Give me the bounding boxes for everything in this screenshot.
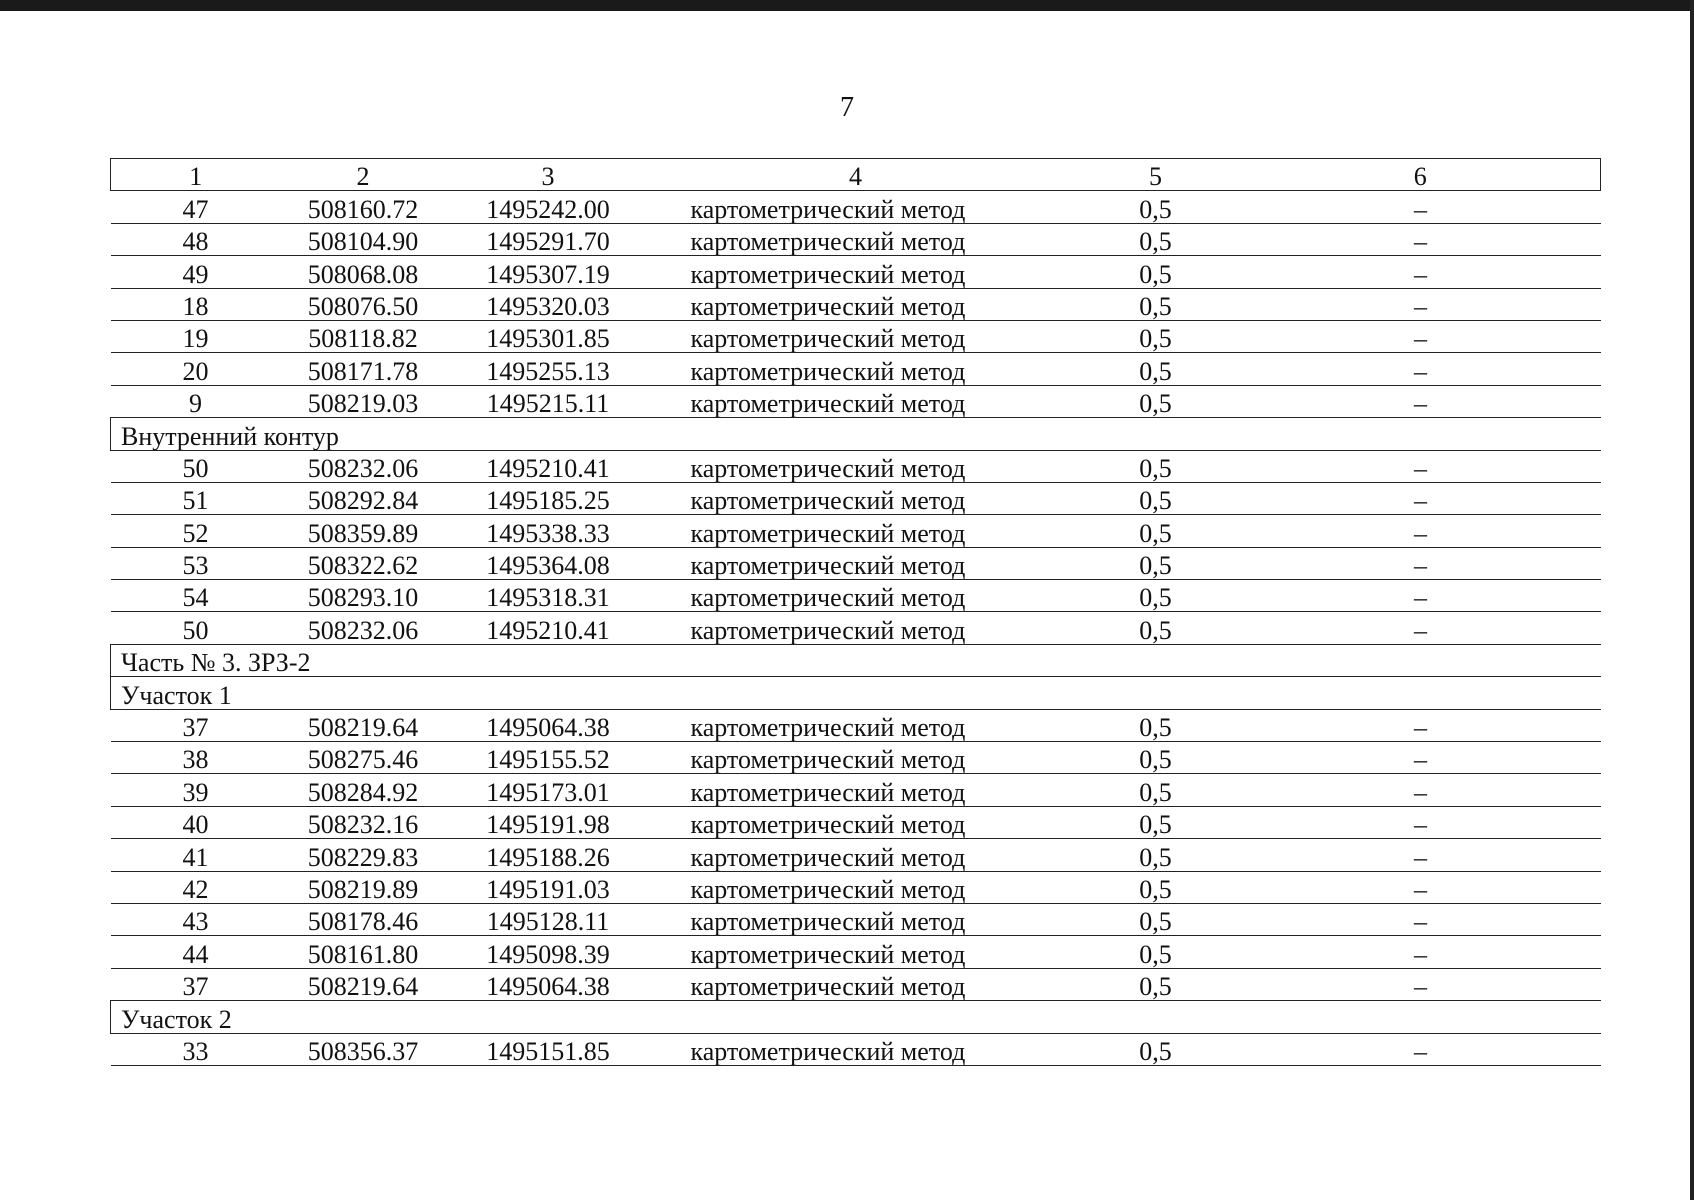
accuracy-cell: 0,5	[1071, 774, 1241, 806]
y-coordinate-cell: 1495364.08	[456, 547, 641, 579]
note-cell: –	[1241, 612, 1601, 644]
section-label: Участок 2	[111, 1001, 1601, 1033]
accuracy-cell: 0,5	[1071, 320, 1241, 352]
method-cell: картометрический метод	[641, 936, 1071, 968]
table-row	[111, 709, 1601, 741]
method-cell: картометрический метод	[641, 353, 1071, 385]
note-cell: –	[1241, 191, 1601, 223]
note-cell: –	[1241, 547, 1601, 579]
table-row	[111, 742, 1601, 774]
x-coordinate-cell: 508219.64	[281, 968, 456, 1000]
x-coordinate-cell: 508219.03	[281, 385, 456, 417]
accuracy-cell: 0,5	[1071, 612, 1241, 644]
y-coordinate-cell: 1495338.33	[456, 515, 641, 547]
accuracy-cell: 0,5	[1071, 482, 1241, 514]
table-row	[111, 806, 1601, 838]
x-coordinate-cell: 508160.72	[281, 191, 456, 223]
x-coordinate-cell: 508171.78	[281, 353, 456, 385]
x-coordinate-cell: 508161.80	[281, 936, 456, 968]
y-coordinate-cell: 1495291.70	[456, 223, 641, 255]
table-row	[111, 482, 1601, 514]
table-row	[111, 515, 1601, 547]
section-row	[111, 418, 1601, 450]
accuracy-cell: 0,5	[1071, 547, 1241, 579]
table-row	[111, 936, 1601, 968]
accuracy-cell: 0,5	[1071, 288, 1241, 320]
note-cell: –	[1241, 288, 1601, 320]
accuracy-cell: 0,5	[1071, 515, 1241, 547]
table-row	[111, 580, 1601, 612]
note-cell: –	[1241, 709, 1601, 741]
point-number-cell: 41	[111, 839, 281, 871]
header-cell: 5	[1071, 159, 1241, 191]
accuracy-cell: 0,5	[1071, 353, 1241, 385]
y-coordinate-cell: 1495215.11	[456, 385, 641, 417]
note-cell: –	[1241, 936, 1601, 968]
method-cell: картометрический метод	[641, 968, 1071, 1000]
y-coordinate-cell: 1495255.13	[456, 353, 641, 385]
y-coordinate-cell: 1495098.39	[456, 936, 641, 968]
table-row	[111, 774, 1601, 806]
note-cell: –	[1241, 968, 1601, 1000]
note-cell: –	[1241, 903, 1601, 935]
method-cell: картометрический метод	[641, 871, 1071, 903]
note-cell: –	[1241, 353, 1601, 385]
header-cell: 1	[111, 159, 281, 191]
point-number-cell: 54	[111, 580, 281, 612]
point-number-cell: 47	[111, 191, 281, 223]
point-number-cell: 42	[111, 871, 281, 903]
table-header-row	[111, 159, 1601, 191]
method-cell: картометрический метод	[641, 742, 1071, 774]
point-number-cell: 18	[111, 288, 281, 320]
table-row	[111, 191, 1601, 223]
note-cell: –	[1241, 515, 1601, 547]
point-number-cell: 44	[111, 936, 281, 968]
table-row	[111, 903, 1601, 935]
y-coordinate-cell: 1495307.19	[456, 256, 641, 288]
accuracy-cell: 0,5	[1071, 580, 1241, 612]
x-coordinate-cell: 508076.50	[281, 288, 456, 320]
accuracy-cell: 0,5	[1071, 1033, 1241, 1065]
x-coordinate-cell: 508232.06	[281, 612, 456, 644]
section-label: Внутренний контур	[111, 418, 1601, 450]
table-row	[111, 385, 1601, 417]
x-coordinate-cell: 508359.89	[281, 515, 456, 547]
accuracy-cell: 0,5	[1071, 223, 1241, 255]
accuracy-cell: 0,5	[1071, 450, 1241, 482]
x-coordinate-cell: 508232.06	[281, 450, 456, 482]
y-coordinate-cell: 1495185.25	[456, 482, 641, 514]
accuracy-cell: 0,5	[1071, 839, 1241, 871]
note-cell: –	[1241, 223, 1601, 255]
x-coordinate-cell: 508356.37	[281, 1033, 456, 1065]
y-coordinate-cell: 1495188.26	[456, 839, 641, 871]
x-coordinate-cell: 508219.64	[281, 709, 456, 741]
accuracy-cell: 0,5	[1071, 936, 1241, 968]
note-cell: –	[1241, 871, 1601, 903]
x-coordinate-cell: 508229.83	[281, 839, 456, 871]
point-number-cell: 49	[111, 256, 281, 288]
method-cell: картометрический метод	[641, 547, 1071, 579]
method-cell: картометрический метод	[641, 806, 1071, 838]
y-coordinate-cell: 1495210.41	[456, 450, 641, 482]
note-cell: –	[1241, 256, 1601, 288]
x-coordinate-cell: 508219.89	[281, 871, 456, 903]
table-row	[111, 450, 1601, 482]
method-cell: картометрический метод	[641, 482, 1071, 514]
method-cell: картометрический метод	[641, 288, 1071, 320]
section-label: Участок 1	[111, 677, 1601, 709]
y-coordinate-cell: 1495191.03	[456, 871, 641, 903]
note-cell: –	[1241, 806, 1601, 838]
point-number-cell: 38	[111, 742, 281, 774]
section-row	[111, 644, 1601, 676]
point-number-cell: 37	[111, 709, 281, 741]
note-cell: –	[1241, 320, 1601, 352]
section-row	[111, 677, 1601, 709]
table-row	[111, 612, 1601, 644]
x-coordinate-cell: 508292.84	[281, 482, 456, 514]
table-row	[111, 288, 1601, 320]
x-coordinate-cell: 508293.10	[281, 580, 456, 612]
method-cell: картометрический метод	[641, 223, 1071, 255]
note-cell: –	[1241, 839, 1601, 871]
method-cell: картометрический метод	[641, 709, 1071, 741]
accuracy-cell: 0,5	[1071, 903, 1241, 935]
note-cell: –	[1241, 482, 1601, 514]
table-row	[111, 353, 1601, 385]
accuracy-cell: 0,5	[1071, 385, 1241, 417]
page-number: 7	[840, 92, 854, 123]
section-row	[111, 1001, 1601, 1033]
method-cell: картометрический метод	[641, 320, 1071, 352]
header-cell: 4	[641, 159, 1071, 191]
method-cell: картометрический метод	[641, 774, 1071, 806]
note-cell: –	[1241, 450, 1601, 482]
table-row	[111, 256, 1601, 288]
scan-right-edge	[1690, 0, 1694, 1200]
note-cell: –	[1241, 580, 1601, 612]
y-coordinate-cell: 1495210.41	[456, 612, 641, 644]
accuracy-cell: 0,5	[1071, 968, 1241, 1000]
point-number-cell: 43	[111, 903, 281, 935]
accuracy-cell: 0,5	[1071, 806, 1241, 838]
point-number-cell: 40	[111, 806, 281, 838]
y-coordinate-cell: 1495173.01	[456, 774, 641, 806]
point-number-cell: 51	[111, 482, 281, 514]
y-coordinate-cell: 1495064.38	[456, 709, 641, 741]
point-number-cell: 37	[111, 968, 281, 1000]
table-row	[111, 839, 1601, 871]
method-cell: картометрический метод	[641, 191, 1071, 223]
point-number-cell: 50	[111, 450, 281, 482]
y-coordinate-cell: 1495318.31	[456, 580, 641, 612]
method-cell: картометрический метод	[641, 903, 1071, 935]
accuracy-cell: 0,5	[1071, 742, 1241, 774]
x-coordinate-cell: 508104.90	[281, 223, 456, 255]
x-coordinate-cell: 508178.46	[281, 903, 456, 935]
table-row	[111, 547, 1601, 579]
scan-top-border	[0, 0, 1694, 11]
header-cell: 2	[281, 159, 456, 191]
note-cell: –	[1241, 742, 1601, 774]
x-coordinate-cell: 508232.16	[281, 806, 456, 838]
point-number-cell: 39	[111, 774, 281, 806]
method-cell: картометрический метод	[641, 256, 1071, 288]
point-number-cell: 9	[111, 385, 281, 417]
accuracy-cell: 0,5	[1071, 256, 1241, 288]
point-number-cell: 33	[111, 1033, 281, 1065]
y-coordinate-cell: 1495155.52	[456, 742, 641, 774]
method-cell: картометрический метод	[641, 385, 1071, 417]
table-row	[111, 320, 1601, 352]
coordinates-table	[110, 158, 1601, 1066]
table-row	[111, 871, 1601, 903]
note-cell: –	[1241, 385, 1601, 417]
point-number-cell: 50	[111, 612, 281, 644]
method-cell: картометрический метод	[641, 1033, 1071, 1065]
x-coordinate-cell: 508284.92	[281, 774, 456, 806]
accuracy-cell: 0,5	[1071, 871, 1241, 903]
point-number-cell: 53	[111, 547, 281, 579]
y-coordinate-cell: 1495151.85	[456, 1033, 641, 1065]
y-coordinate-cell: 1495242.00	[456, 191, 641, 223]
note-cell: –	[1241, 1033, 1601, 1065]
method-cell: картометрический метод	[641, 450, 1071, 482]
point-number-cell: 52	[111, 515, 281, 547]
method-cell: картометрический метод	[641, 580, 1071, 612]
y-coordinate-cell: 1495128.11	[456, 903, 641, 935]
section-label: Часть № 3. ЗРЗ-2	[111, 644, 1601, 676]
y-coordinate-cell: 1495301.85	[456, 320, 641, 352]
header-cell: 3	[456, 159, 641, 191]
method-cell: картометрический метод	[641, 515, 1071, 547]
table-row	[111, 968, 1601, 1000]
y-coordinate-cell: 1495191.98	[456, 806, 641, 838]
x-coordinate-cell: 508322.62	[281, 547, 456, 579]
table-body	[111, 159, 1601, 1066]
method-cell: картометрический метод	[641, 839, 1071, 871]
point-number-cell: 20	[111, 353, 281, 385]
point-number-cell: 48	[111, 223, 281, 255]
table-row	[111, 1033, 1601, 1065]
note-cell: –	[1241, 774, 1601, 806]
method-cell: картометрический метод	[641, 612, 1071, 644]
header-cell: 6	[1241, 159, 1601, 191]
x-coordinate-cell: 508118.82	[281, 320, 456, 352]
accuracy-cell: 0,5	[1071, 191, 1241, 223]
y-coordinate-cell: 1495064.38	[456, 968, 641, 1000]
accuracy-cell: 0,5	[1071, 709, 1241, 741]
y-coordinate-cell: 1495320.03	[456, 288, 641, 320]
x-coordinate-cell: 508275.46	[281, 742, 456, 774]
x-coordinate-cell: 508068.08	[281, 256, 456, 288]
point-number-cell: 19	[111, 320, 281, 352]
table-row	[111, 223, 1601, 255]
